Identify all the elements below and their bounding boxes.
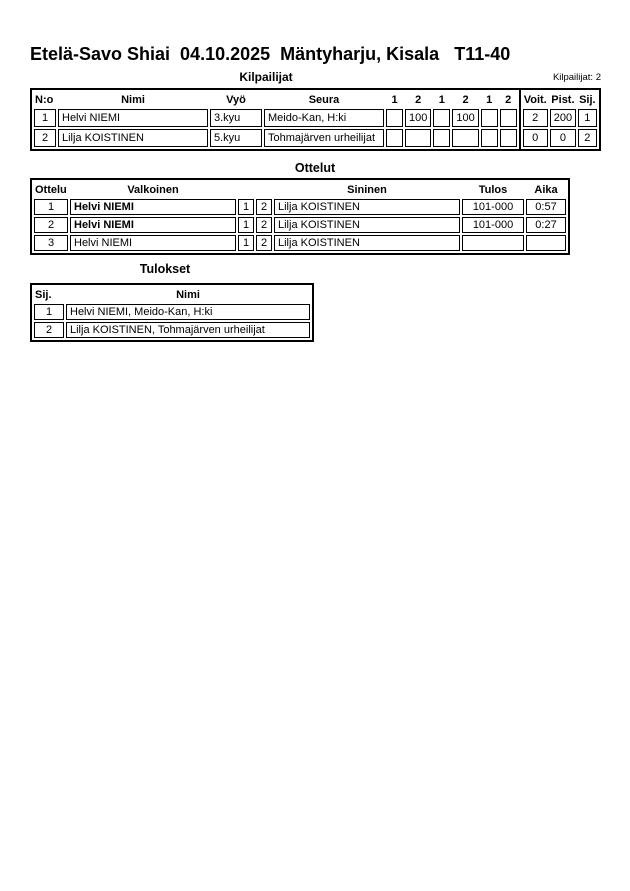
cell-score [452,129,478,147]
cell-time: 0:27 [526,217,566,233]
ottelut-section [32,180,568,253]
cell-nimi: Helvi NIEMI [58,109,208,127]
col-header-no: N:o [35,93,54,106]
cell-white-name: Helvi NIEMI [70,199,236,215]
cell-match-no: 2 [34,217,68,233]
cell-voit: 2 [523,109,548,127]
cell-score [386,109,403,127]
cell-corner-2: 2 [256,217,272,233]
cell-corner-1: 1 [238,217,254,233]
cell-score [500,129,517,147]
col-header-sij: Sij. [35,288,52,301]
cell-white-name: Helvi NIEMI [70,217,236,233]
cell-sij: 1 [578,109,597,127]
kilpailijat-main-section [32,90,519,149]
col-header-aika: Aika [534,183,558,196]
cell-rank: 1 [34,304,64,320]
ottelut-heading: Ottelut [294,161,336,175]
cell-nimi: Lilja KOISTINEN [58,129,208,147]
col-header-valkoinen: Valkoinen [127,183,179,196]
col-header-ottelu: Ottelu [35,183,67,196]
col-header-score2 [256,182,272,197]
cell-result: 101-000 [462,199,524,215]
cell-corner-1: 1 [238,199,254,215]
match-row [34,235,566,251]
cell-match-no: 1 [34,199,68,215]
cell-sij: 2 [578,129,597,147]
col-header-match1b: 2 [415,93,422,106]
cell-corner-2: 2 [256,199,272,215]
col-header-nimi: Nimi [121,93,145,106]
cell-score [433,129,450,147]
competitor-totals-row [523,109,597,127]
tulokset-table [30,283,314,342]
cell-voit: 0 [523,129,548,147]
cell-seura: Tohmajärven urheilijat [264,129,384,147]
cell-vyo: 5.kyu [210,129,262,147]
page-title: Etelä-Savo Shiai 04.10.2025 Mäntyharju, Kisala T11-40 [30,44,511,64]
cell-corner-1: 1 [238,235,254,251]
col-header-nimi: Nimi [176,288,200,301]
cell-time: 0:57 [526,199,566,215]
kilpailijat-count-label: Kilpailijat: 2 [552,72,601,83]
kilpailijat-totals-section [521,90,599,149]
cell-score [405,129,431,147]
cell-result [462,235,524,251]
cell-blue-name: Lilja KOISTINEN [274,235,460,251]
kilpailijat-totals-header-row [523,92,597,107]
tulokset-header-row [34,287,310,302]
cell-score [481,129,498,147]
tulokset-heading: Tulokset [139,262,191,276]
cell-score [500,109,517,127]
cell-score [481,109,498,127]
col-header-match1a: 1 [391,93,398,106]
col-header-match2b: 2 [462,93,469,106]
col-header-tulos: Tulos [478,183,508,196]
cell-seura: Meido-Kan, H:ki [264,109,384,127]
cell-blue-name: Lilja KOISTINEN [274,199,460,215]
cell-pist: 200 [550,109,576,127]
cell-match-no: 3 [34,235,68,251]
col-header-score1 [238,182,254,197]
col-header-voit: Voit. [523,93,547,106]
result-row [34,322,310,338]
cell-vyo: 3.kyu [210,109,262,127]
cell-score [433,109,450,127]
cell-no: 2 [34,129,56,147]
cell-rank: 2 [34,322,64,338]
col-header-match2a: 1 [438,93,445,106]
col-header-sininen: Sininen [347,183,387,196]
match-row [34,199,566,215]
cell-time [526,235,566,251]
kilpailijat-heading: Kilpailijat [239,70,293,84]
col-header-sij: Sij. [579,93,596,106]
tulokset-section [32,285,312,340]
cell-corner-2: 2 [256,235,272,251]
match-row [34,217,566,233]
col-header-pist: Pist. [551,93,575,106]
competitor-row [34,129,517,147]
col-header-seura: Seura [308,93,340,106]
cell-score: 100 [452,109,478,127]
ottelut-table [30,178,570,255]
cell-score [386,129,403,147]
competitor-row [34,109,517,127]
cell-name-club: Lilja KOISTINEN, Tohmajärven urheilijat [66,322,310,338]
result-row [34,304,310,320]
cell-blue-name: Lilja KOISTINEN [274,217,460,233]
cell-score: 100 [405,109,431,127]
cell-white-name: Helvi NIEMI [70,235,236,251]
ottelut-header-row [34,182,566,197]
competitor-totals-row [523,129,597,147]
kilpailijat-table [30,88,601,151]
col-header-vyo: Vyö [226,93,246,106]
cell-result: 101-000 [462,217,524,233]
col-header-match3a: 1 [486,93,493,106]
col-header-match3b: 2 [505,93,512,106]
cell-pist: 0 [550,129,576,147]
kilpailijat-header-row [34,92,517,107]
cell-name-club: Helvi NIEMI, Meido-Kan, H:ki [66,304,310,320]
cell-no: 1 [34,109,56,127]
